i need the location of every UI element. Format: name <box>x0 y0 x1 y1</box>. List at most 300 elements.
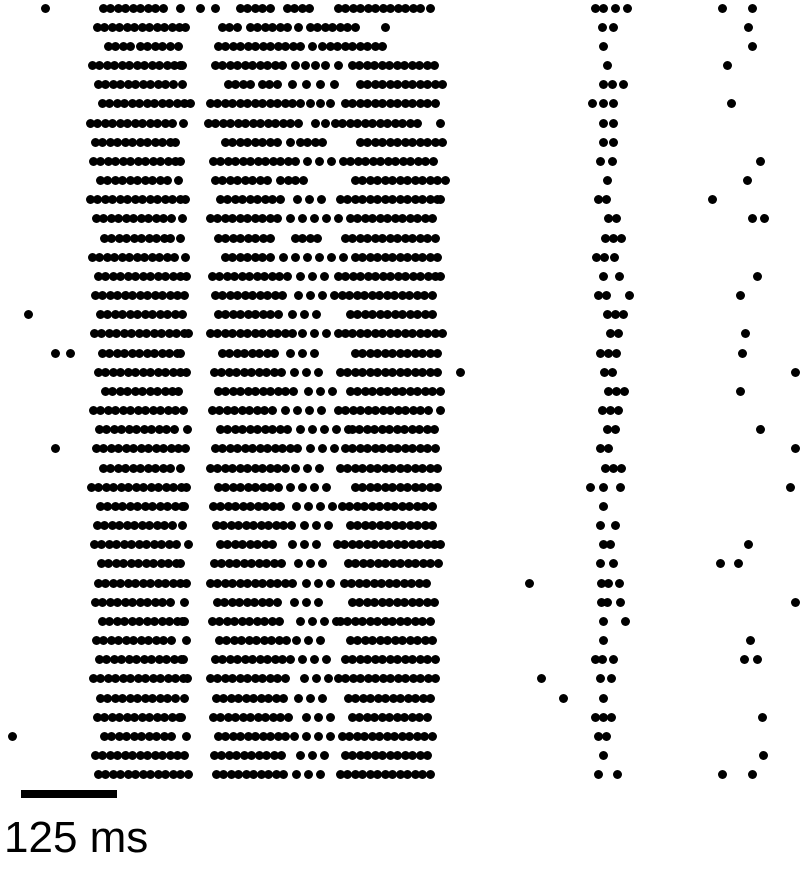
spike-dot <box>178 80 187 89</box>
spike-dot <box>306 694 315 703</box>
spike-dot <box>430 425 439 434</box>
spike-dot <box>302 579 311 588</box>
spike-dot <box>436 540 445 549</box>
spike-dot <box>602 291 611 300</box>
spike-dot <box>181 444 190 453</box>
spike-dot <box>293 195 302 204</box>
spike-dot <box>753 655 762 664</box>
spike-dot <box>428 291 437 300</box>
spike-dot <box>320 617 329 626</box>
spike-dot <box>273 598 282 607</box>
spike-dot <box>8 732 17 741</box>
spike-dot <box>436 195 445 204</box>
spike-dot <box>286 655 295 664</box>
spike-dot <box>599 694 608 703</box>
spike-dot <box>599 4 608 13</box>
spike-dot <box>344 425 353 434</box>
spike-dot <box>525 579 534 588</box>
spike-dot <box>609 559 618 568</box>
spike-dot <box>288 80 297 89</box>
spike-dot <box>174 176 183 185</box>
spike-dot <box>612 349 621 358</box>
spike-dot <box>322 329 331 338</box>
spike-dot <box>308 751 317 760</box>
spike-dot <box>791 368 800 377</box>
spike-dot <box>327 157 336 166</box>
spike-dot <box>176 234 185 243</box>
spike-dot <box>310 483 319 492</box>
spike-dot <box>537 674 546 683</box>
spike-dot <box>330 444 339 453</box>
spike-dot <box>183 425 192 434</box>
spike-dot <box>609 23 618 32</box>
spike-dot <box>431 674 440 683</box>
spike-dot <box>758 713 767 722</box>
spike-dot <box>306 291 315 300</box>
spike-dot <box>182 579 191 588</box>
spike-dot <box>326 732 335 741</box>
scale-bar <box>21 790 117 798</box>
spike-dot <box>180 291 189 300</box>
spike-dot <box>623 4 632 13</box>
spike-dot <box>66 349 75 358</box>
spike-dot <box>266 253 275 262</box>
spike-dot <box>184 329 193 338</box>
spike-dot <box>294 291 303 300</box>
spike-dot <box>288 540 297 549</box>
spike-dot <box>314 732 323 741</box>
spike-dot <box>609 138 618 147</box>
spike-dot <box>736 291 745 300</box>
spike-dot <box>166 464 175 473</box>
spike-dot <box>318 444 327 453</box>
spike-dot <box>791 444 800 453</box>
spike-dot <box>621 617 630 626</box>
spike-dot <box>433 349 442 358</box>
spike-dot <box>298 655 307 664</box>
spike-dot <box>176 61 185 70</box>
spike-dot <box>616 483 625 492</box>
spike-dot <box>303 157 312 166</box>
spike-dot <box>599 617 608 626</box>
spike-dot <box>743 176 752 185</box>
spike-dot <box>286 214 295 223</box>
spike-dot <box>615 579 624 588</box>
spike-dot <box>316 636 325 645</box>
spike-dot <box>263 176 272 185</box>
spike-dot <box>170 425 179 434</box>
spike-dot <box>276 502 285 511</box>
spike-dot <box>599 42 608 51</box>
spike-dot <box>423 751 432 760</box>
spike-dot <box>126 42 135 51</box>
spike-dot <box>279 253 288 262</box>
spike-dot <box>176 559 185 568</box>
spike-dot <box>718 770 727 779</box>
spike-dot <box>608 157 617 166</box>
spike-dot <box>422 579 431 588</box>
spike-dot <box>304 387 313 396</box>
spike-dot <box>172 540 181 549</box>
spike-dot <box>326 713 335 722</box>
spike-dot <box>756 157 765 166</box>
spike-dot <box>298 483 307 492</box>
spike-dot <box>266 4 275 13</box>
spike-dot <box>604 444 613 453</box>
spike-dot <box>327 253 336 262</box>
spike-dot <box>315 157 324 166</box>
spike-dot <box>273 214 282 223</box>
spike-dot <box>428 636 437 645</box>
spike-dot <box>274 310 283 319</box>
spike-dot <box>290 368 299 377</box>
spike-dot <box>433 483 442 492</box>
spike-dot <box>310 329 319 338</box>
spike-dot <box>428 732 437 741</box>
spike-dot <box>167 732 176 741</box>
spike-dot <box>281 464 290 473</box>
spike-dot <box>786 483 795 492</box>
spike-dot <box>748 42 757 51</box>
spike-dot <box>330 291 339 300</box>
spike-dot <box>281 674 290 683</box>
spike-dot <box>186 99 195 108</box>
spike-dot <box>586 483 595 492</box>
spike-dot <box>436 387 445 396</box>
spike-dot <box>274 483 283 492</box>
spike-dot <box>736 387 745 396</box>
spike-dot <box>268 406 277 415</box>
spike-dot <box>283 23 292 32</box>
spike-dot <box>314 598 323 607</box>
spike-dot <box>334 329 343 338</box>
spike-dot <box>328 502 337 511</box>
spike-dot <box>174 387 183 396</box>
spike-dot <box>303 464 312 473</box>
spike-dot <box>760 214 769 223</box>
spike-dot <box>598 23 607 32</box>
spike-dot <box>603 61 612 70</box>
spike-dot <box>266 234 275 243</box>
spike-dot <box>41 4 50 13</box>
spike-dot <box>304 636 313 645</box>
spike-dot <box>288 579 297 588</box>
spike-dot <box>300 310 309 319</box>
spike-dot <box>179 406 188 415</box>
spike-dot <box>599 502 608 511</box>
spike-dot <box>436 406 445 415</box>
spike-dot <box>429 157 438 166</box>
spike-dot <box>588 99 597 108</box>
spike-dot <box>24 310 33 319</box>
spike-dot <box>428 502 437 511</box>
spike-dot <box>426 4 435 13</box>
spike-dot <box>278 61 287 70</box>
spike-dot <box>723 61 732 70</box>
spike-dot <box>233 23 242 32</box>
spike-dot <box>294 694 303 703</box>
spike-dot <box>308 272 317 281</box>
spike-dot <box>176 349 185 358</box>
spike-dot <box>292 770 301 779</box>
spike-dot <box>178 310 187 319</box>
spike-dot <box>599 751 608 760</box>
spike-dot <box>268 540 277 549</box>
spike-dot <box>607 713 616 722</box>
spike-dot <box>734 559 743 568</box>
spike-dot <box>291 253 300 262</box>
spike-dot <box>286 138 295 147</box>
spike-dot <box>294 559 303 568</box>
spike-dot <box>310 655 319 664</box>
spike-dot <box>322 483 331 492</box>
spike-dot <box>168 521 177 530</box>
spike-dot <box>176 4 185 13</box>
spike-dot <box>299 176 308 185</box>
spike-dot <box>332 617 341 626</box>
spike-dot <box>182 368 191 377</box>
spike-dot <box>291 157 300 166</box>
spike-dot <box>298 349 307 358</box>
spike-dot <box>310 349 319 358</box>
spike-dot <box>317 406 326 415</box>
spike-dot <box>273 80 282 89</box>
spike-dot <box>604 579 613 588</box>
spike-dot <box>320 272 329 281</box>
spike-dot <box>434 559 443 568</box>
spike-dot <box>303 253 312 262</box>
spike-dot <box>322 655 331 664</box>
spike-dot <box>436 272 445 281</box>
spike-dot <box>596 157 605 166</box>
spike-dot <box>426 770 435 779</box>
spike-dot <box>718 4 727 13</box>
spike-dot <box>727 99 736 108</box>
spike-dot <box>275 617 284 626</box>
spike-dot <box>305 406 314 415</box>
spike-dot <box>288 329 297 338</box>
spike-dot <box>296 42 305 51</box>
spike-dot <box>433 253 442 262</box>
spike-dot <box>176 157 185 166</box>
spike-dot <box>316 770 325 779</box>
spike-dot <box>282 636 291 645</box>
spike-dot <box>290 598 299 607</box>
spike-dot <box>179 119 188 128</box>
spike-dot <box>413 119 422 128</box>
spike-dot <box>287 521 296 530</box>
spike-dot <box>305 4 314 13</box>
spike-dot <box>301 61 310 70</box>
spike-dot <box>181 23 190 32</box>
spike-dot <box>602 195 611 204</box>
spike-dot <box>298 329 307 338</box>
spike-dot <box>315 464 324 473</box>
spike-dot <box>426 617 435 626</box>
spike-dot <box>433 464 442 473</box>
spike-dot <box>318 291 327 300</box>
spike-dot <box>431 444 440 453</box>
spike-dot <box>166 598 175 607</box>
spike-dot <box>166 234 175 243</box>
spike-dot <box>438 80 447 89</box>
spike-dot <box>273 138 282 147</box>
spike-dot <box>608 80 617 89</box>
spike-dot <box>302 80 311 89</box>
spike-dot <box>300 674 309 683</box>
spike-dot <box>288 310 297 319</box>
spike-dot <box>428 521 437 530</box>
spike-dot <box>756 425 765 434</box>
spike-dot <box>178 521 187 530</box>
spike-dot <box>316 502 325 511</box>
spike-dot <box>294 119 303 128</box>
spike-dot <box>159 4 168 13</box>
spike-dot <box>51 444 60 453</box>
spike-dot <box>183 674 192 683</box>
spike-dot <box>296 99 305 108</box>
spike-dot <box>178 617 187 626</box>
spike-dot <box>606 540 615 549</box>
spike-dot <box>308 42 317 51</box>
spike-dot <box>306 559 315 568</box>
spike-dot <box>290 732 299 741</box>
spike-dot <box>321 119 330 128</box>
spike-dot <box>334 61 343 70</box>
spike-dot <box>559 694 568 703</box>
spike-dot <box>170 253 179 262</box>
spike-dot <box>611 4 620 13</box>
spike-dot <box>182 272 191 281</box>
spike-dot <box>291 61 300 70</box>
spike-dot <box>278 291 287 300</box>
spike-dot <box>179 655 188 664</box>
spike-dot <box>184 770 193 779</box>
spike-dot <box>424 406 433 415</box>
spike-dot <box>619 310 628 319</box>
spike-dot <box>321 61 330 70</box>
spike-dot <box>291 464 300 473</box>
spike-dot <box>431 99 440 108</box>
spike-dot <box>612 214 621 223</box>
scale-bar-label: 125 ms <box>4 813 149 862</box>
spike-dot <box>381 23 390 32</box>
spike-dot <box>596 521 605 530</box>
spike-dot <box>169 80 178 89</box>
spike-dot <box>296 425 305 434</box>
spike-dot <box>300 540 309 549</box>
spike-dot <box>246 80 255 89</box>
spike-dot <box>308 617 317 626</box>
spike-dot <box>292 636 301 645</box>
spike-dot <box>302 598 311 607</box>
spike-dot <box>180 751 189 760</box>
spike-dot <box>326 99 335 108</box>
spike-dot <box>433 368 442 377</box>
spike-dot <box>302 713 311 722</box>
spike-dot <box>332 425 341 434</box>
spike-dot <box>312 310 321 319</box>
spike-dot <box>296 751 305 760</box>
spike-dot <box>738 349 747 358</box>
spike-dot <box>286 483 295 492</box>
spike-dot <box>168 119 177 128</box>
spike-dot <box>431 234 440 243</box>
spike-dot <box>614 329 623 338</box>
spike-dot <box>324 521 333 530</box>
spike-dot <box>753 272 762 281</box>
spike-dot <box>302 368 311 377</box>
spike-dot <box>615 272 624 281</box>
spike-dot <box>180 694 189 703</box>
spike-dot <box>608 368 617 377</box>
spike-dot <box>430 598 439 607</box>
spike-dot <box>296 617 305 626</box>
spike-dot <box>599 272 608 281</box>
spike-dot <box>320 425 329 434</box>
spike-dot <box>428 310 437 319</box>
spike-dot <box>283 272 292 281</box>
spike-dot <box>740 655 749 664</box>
spike-dot <box>609 119 618 128</box>
spike-dot <box>196 4 205 13</box>
spike-dot <box>748 214 757 223</box>
spike-dot <box>283 425 292 434</box>
spike-dot <box>610 253 619 262</box>
spike-dot <box>318 559 327 568</box>
spike-dot <box>416 4 425 13</box>
spike-dot <box>611 521 620 530</box>
spike-dot <box>619 80 628 89</box>
spike-dot <box>167 214 176 223</box>
spike-dot <box>180 598 189 607</box>
spike-dot <box>316 99 325 108</box>
spike-dot <box>182 636 191 645</box>
spike-dot <box>284 713 293 722</box>
spike-dot <box>279 694 288 703</box>
spike-dot <box>322 214 331 223</box>
spike-dot <box>293 406 302 415</box>
spike-dot <box>351 23 360 32</box>
spike-dot <box>599 80 608 89</box>
spike-dot <box>182 732 191 741</box>
spike-dot <box>211 4 220 13</box>
spike-dot <box>304 770 313 779</box>
spike-dot <box>599 483 608 492</box>
spike-dot <box>304 502 313 511</box>
spike-dot <box>318 694 327 703</box>
spike-dot <box>306 444 315 453</box>
spike-dot <box>310 214 319 223</box>
spike-dot <box>759 751 768 760</box>
spike-dot <box>277 751 286 760</box>
spike-dot <box>308 425 317 434</box>
spike-dot <box>292 502 301 511</box>
spike-dot <box>312 540 321 549</box>
spike-dot <box>438 138 447 147</box>
spike-dot <box>620 387 629 396</box>
spike-dot <box>602 732 611 741</box>
spike-dot <box>181 195 190 204</box>
spike-dot <box>277 559 286 568</box>
spike-dot <box>312 521 321 530</box>
spike-dot <box>171 138 180 147</box>
spike-dot <box>430 61 439 70</box>
spike-dot <box>324 674 333 683</box>
spike-dot <box>276 195 285 204</box>
spike-dot <box>625 291 634 300</box>
spike-dot <box>596 559 605 568</box>
